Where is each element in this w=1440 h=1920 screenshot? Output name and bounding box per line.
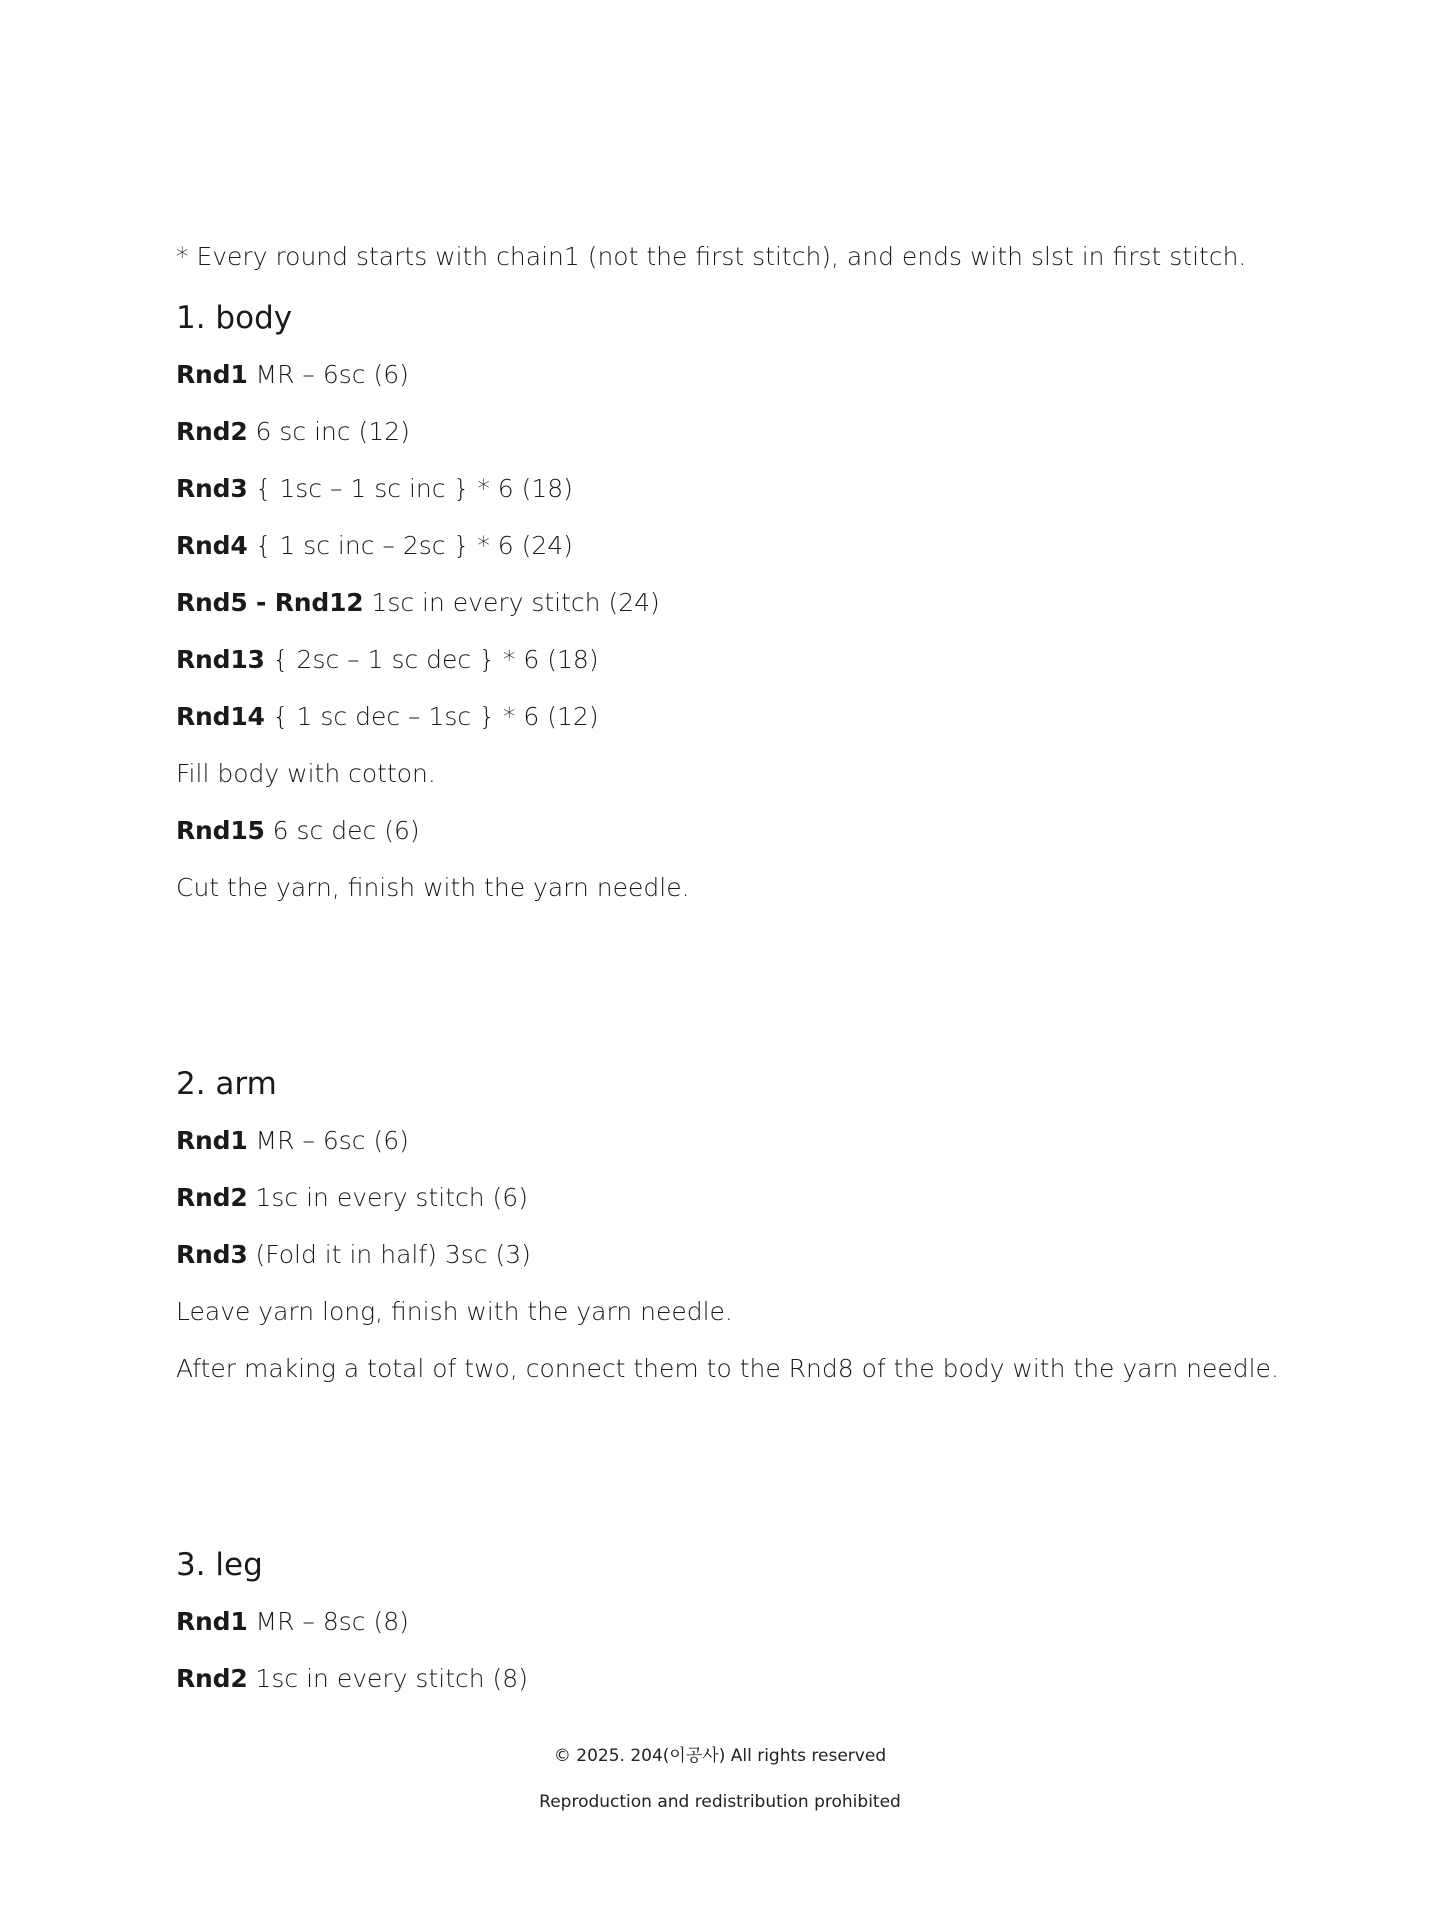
round-line <box>176 1605 1326 1639</box>
section-spacer <box>176 928 1326 1064</box>
round-label: Rnd1 <box>176 360 248 389</box>
round-instruction: MR – 8sc (8) <box>247 1607 409 1636</box>
round-instruction: { 1sc – 1 sc inc } * 6 (18) <box>247 474 573 503</box>
round-line <box>176 1238 1326 1272</box>
round-instruction: MR – 6sc (6) <box>247 1126 409 1155</box>
round-line <box>176 700 1326 734</box>
round-instruction: 1sc in every stitch (24) <box>363 588 660 617</box>
round-instruction: MR – 6sc (6) <box>247 360 409 389</box>
round-line <box>176 472 1326 506</box>
round-line <box>176 643 1326 677</box>
round-instruction: 6 sc inc (12) <box>247 417 410 446</box>
round-line <box>176 1181 1326 1215</box>
round-label: Rnd2 <box>176 1183 248 1212</box>
copyright-notice: © 2025. 204(이공사) All rights reserved <box>553 1746 887 1766</box>
round-line <box>176 586 1326 620</box>
section-leg <box>176 1545 1326 1696</box>
round-label: Rnd14 <box>176 702 265 731</box>
round-label: Rnd5 - Rnd12 <box>176 588 364 617</box>
round-instruction: { 1 sc dec – 1sc } * 6 (12) <box>264 702 599 731</box>
round-instruction: (Fold it in half) 3sc (3) <box>247 1240 531 1269</box>
round-line <box>176 415 1326 449</box>
instruction-line: Cut the yarn, finish with the yarn needle. <box>176 873 690 902</box>
round-label: Rnd2 <box>176 417 248 446</box>
round-line <box>176 358 1326 392</box>
instruction-line: Leave yarn long, finish with the yarn needle. <box>176 1297 733 1326</box>
pattern-content <box>176 240 1326 1719</box>
section-heading-arm: 2. arm <box>176 1066 277 1102</box>
round-label: Rnd3 <box>176 474 248 503</box>
round-line <box>176 814 1326 848</box>
round-label: Rnd1 <box>176 1607 248 1636</box>
redistribution-notice: Reproduction and redistribution prohibited <box>539 1792 901 1812</box>
round-line <box>176 529 1326 563</box>
section-body <box>176 298 1326 905</box>
round-label: Rnd4 <box>176 531 248 560</box>
round-label: Rnd1 <box>176 1126 248 1155</box>
section-arm <box>176 1064 1326 1386</box>
round-instruction: 6 sc dec (6) <box>264 816 420 845</box>
round-line <box>176 1662 1326 1696</box>
round-instruction: { 1 sc inc – 2sc } * 6 (24) <box>247 531 573 560</box>
round-line <box>176 1124 1326 1158</box>
round-instruction: { 2sc – 1 sc dec } * 6 (18) <box>264 645 599 674</box>
round-label: Rnd3 <box>176 1240 248 1269</box>
round-label: Rnd13 <box>176 645 265 674</box>
round-label: Rnd2 <box>176 1664 248 1693</box>
section-heading-leg: 3. leg <box>176 1547 263 1583</box>
round-instruction: 1sc in every stitch (6) <box>247 1183 528 1212</box>
instruction-line: After making a total of two, connect them to the Rnd8 of the body with the yarn needle. <box>176 1354 1279 1383</box>
general-note: * Every round starts with chain1 (not the first stitch), and ends with slst in first stitch. <box>176 242 1247 271</box>
section-heading-body: 1. body <box>176 300 293 336</box>
round-label: Rnd15 <box>176 816 265 845</box>
round-instruction: 1sc in every stitch (8) <box>247 1664 528 1693</box>
instruction-line: Fill body with cotton. <box>176 759 436 788</box>
section-spacer <box>176 1409 1326 1545</box>
